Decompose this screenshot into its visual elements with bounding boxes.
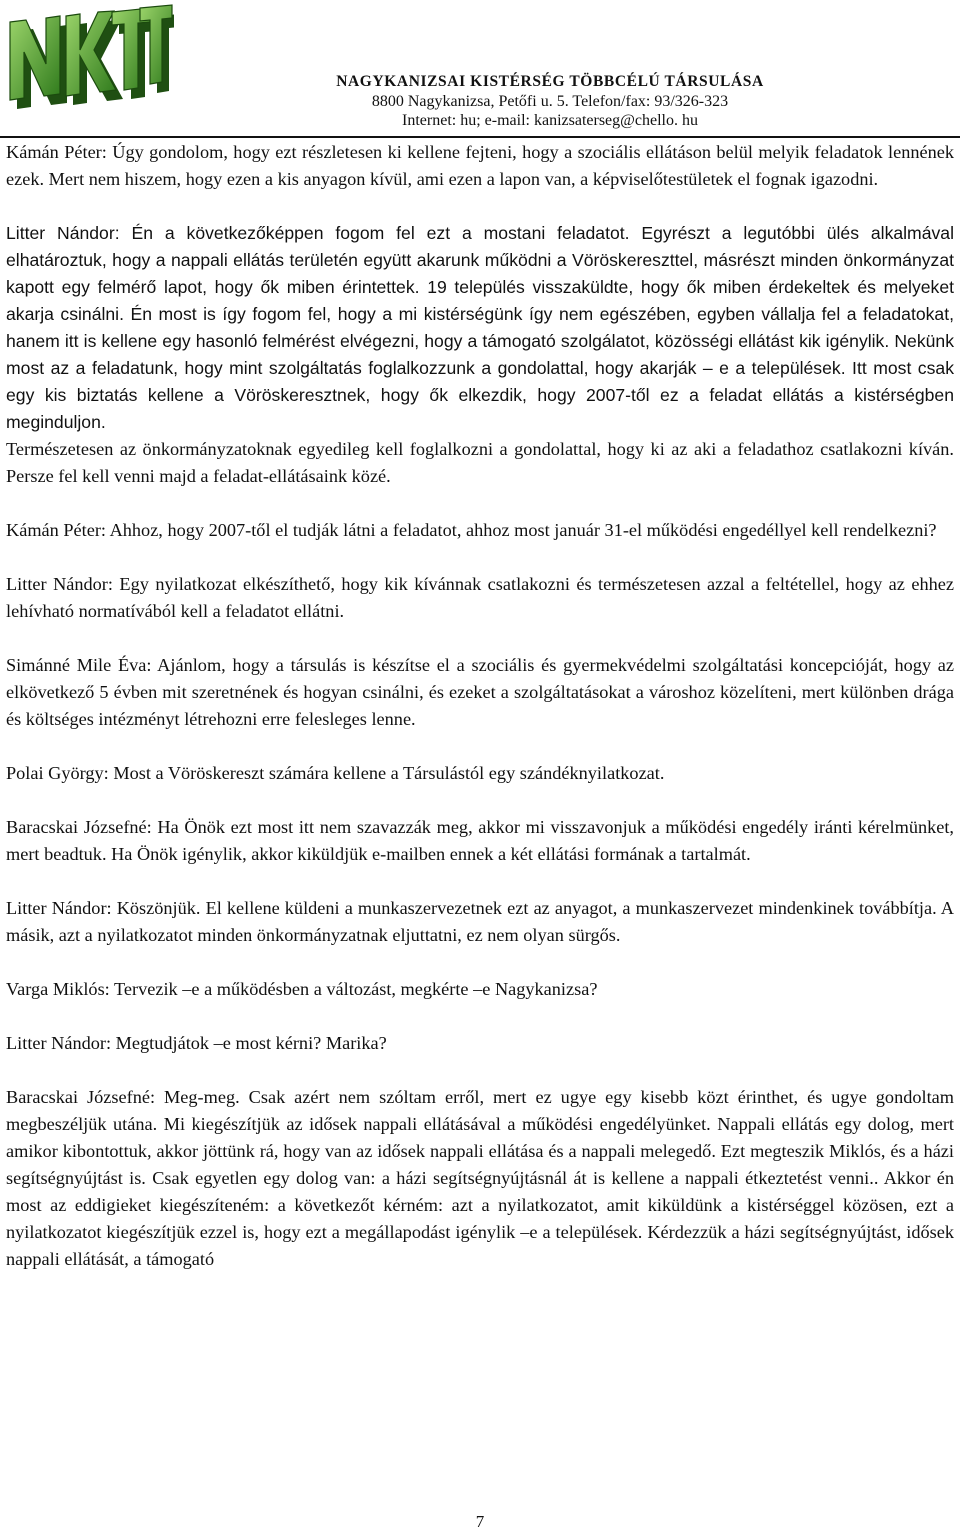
header-divider: [0, 136, 960, 138]
paragraph: Kámán Péter: Úgy gondolom, hogy ezt részletesen ki kellene fejteni, hogy a szociális ellátáson belül melyik feladatok lennének ezek. Mert nem hiszem, hogy ezen a kis anyagon kívül, ami ezen a lapon van, a képviselőtestületek el fognak igazodni.: [6, 142, 954, 189]
paragraph-gap: [6, 490, 954, 517]
paragraph: Litter Nándor: Köszönjük. El kellene küldeni a munkaszervezetnek ezt az anyagot, a munkaszervezet mindenkinek továbbítja. A másik, azt a nyilatkozatot minden önkormányzatnak eljuttatni, ez nem olyan sürgős.: [6, 898, 954, 945]
paragraph-gap: [6, 787, 954, 814]
organization-block: [300, 72, 800, 130]
paragraph-gap: [6, 949, 954, 976]
organization-address: 8800 Nagykanizsa, Petőfi u. 5. Telefon/fax: 93/326-323: [371, 93, 729, 110]
organization-name: NAGYKANIZSAI KISTÉRSÉG TÖBBCÉLÚ TÁRSULÁSA: [336, 73, 764, 90]
page-number: 7: [475, 1512, 485, 1531]
paragraph-gap: [6, 625, 954, 652]
paragraph-gap: [6, 1057, 954, 1084]
paragraph: Varga Miklós: Tervezik –e a működésben a változást, megkérte –e Nagykanizsa?: [6, 979, 598, 999]
organization-contact: Internet: hu; e-mail: kanizsaterseg@chello. hu: [402, 112, 698, 129]
paragraph-gap: [6, 544, 954, 571]
paragraph-gap: [6, 868, 954, 895]
paragraph: Baracskai Józsefné: Ha Önök ezt most itt nem szavazzák meg, akkor mi visszavonjuk a működési engedély iránti kérelmünket, mert beadtuk. Ha Önök igénylik, akkor kiküldjük e-mailben ennek a két ellátási formának a tartalmát.: [6, 817, 954, 864]
paragraph: Litter Nándor: Megtudjátok –e most kérni? Marika?: [6, 1033, 387, 1053]
paragraph: Polai György: Most a Vöröskereszt számára kellene a Társulástól egy szándéknyilatkozat.: [6, 763, 665, 783]
nktt-logo-icon: [4, 2, 174, 120]
paragraph-gap: [6, 733, 954, 760]
page-header: [0, 0, 960, 138]
paragraph: Simánné Mile Éva: Ajánlom, hogy a társulás is készítse el a szociális és gyermekvédelmi szolgáltatási koncepcióját, hogy az elkövetkező 5 évben mit szeretnének és hogyan csinálni, és ezeket a szolgáltatásokat a városhoz közelíteni, mert különben drága és költséges intézményt létrehozni erre felesleges lenne.: [6, 655, 954, 729]
paragraph: Litter Nándor: Én a következőképpen fogom fel ezt a mostani feladatot. Egyrészt a legutóbbi ülés alkalmával elhatároztuk, hogy a nappali ellátás területén együtt akarunk működni a Vöröskereszttel, másrészt minden önkormányzat kapott egy felmérő lapot, hogy ők miben érintettek. 19 település visszaküldte, hogy ők miben érdekeltek és melyeket akarja csinálni. Én most is így fogom fel, hogy a mi kistérségünk így nem egészében, egyben vállalja fel a feladatokat, hanem itt is kellene egy hasonló felmérést elvégezni, hogy a támogató szolgálatot, közösségi ellátást kik igénylik. Nekünk most az a feladatunk, hogy mint szolgáltatás foglalkozzunk a gondolattal, hogy akarják – e a települések. Itt most csak egy kis biztatás kellene a Vöröskeresztnek, hogy ők elkezdik, hogy 2007-től ez a feladat ellátás a kistérségben meginduljon.: [6, 223, 954, 432]
paragraph: Litter Nándor: Egy nyilatkozat elkészíthető, hogy kik kívánnak csatlakozni és természetesen azzal a feltétellel, hogy az ehhez lehívható normatívából kell a feladatot ellátni.: [6, 574, 954, 621]
paragraph: Kámán Péter: Ahhoz, hogy 2007-től el tudják látni a feladatot, ahhoz most január 31-el működési engedéllyel kell rendelkezni?: [6, 520, 937, 540]
paragraph: Természetesen az önkormányzatoknak egyedileg kell foglalkozni a gondolattal, hogy ki az aki a feladathoz csatlakozni kíván. Persze fel kell venni majd a feladat-ellátásaink közé.: [6, 439, 954, 486]
document-body: [6, 139, 954, 1273]
paragraph-gap: [6, 1003, 954, 1030]
paragraph: Baracskai Józsefné: Meg-meg. Csak azért nem szóltam erről, mert ez ugye egy kisebb közt érinthet, és ugye gondoltam megbeszéljük utána. Mi kiegészítjük az idősek nappali ellátásával a működési engedélyünket. Nappali ellátás egy dolog, mert amikor kibontottuk, akkor jöttünk rá, hogy van az idősek nappali ellátása és a nappali melegedő. Ezt megteszik Miklós, és a házi segítségnyújtást is. Csak egyetlen egy dolog van: a házi segítségnyújtásnál át is kellene a nappali étkeztetést venni.. Akkor én most az eddigieket kiegészíteném: a következőt kérném: azt a nyilatkozatot, amit kiküldünk a kistérséggel közösen, ezt a nyilatkozatot kiegészítjük ezzel is, hogy ezt a megállapodást igénylik –e a települések. Kérdezzük a házi segítségnyújtást, idősek nappali ellátását, a támogató: [6, 1087, 954, 1269]
paragraph-gap: [6, 193, 954, 220]
